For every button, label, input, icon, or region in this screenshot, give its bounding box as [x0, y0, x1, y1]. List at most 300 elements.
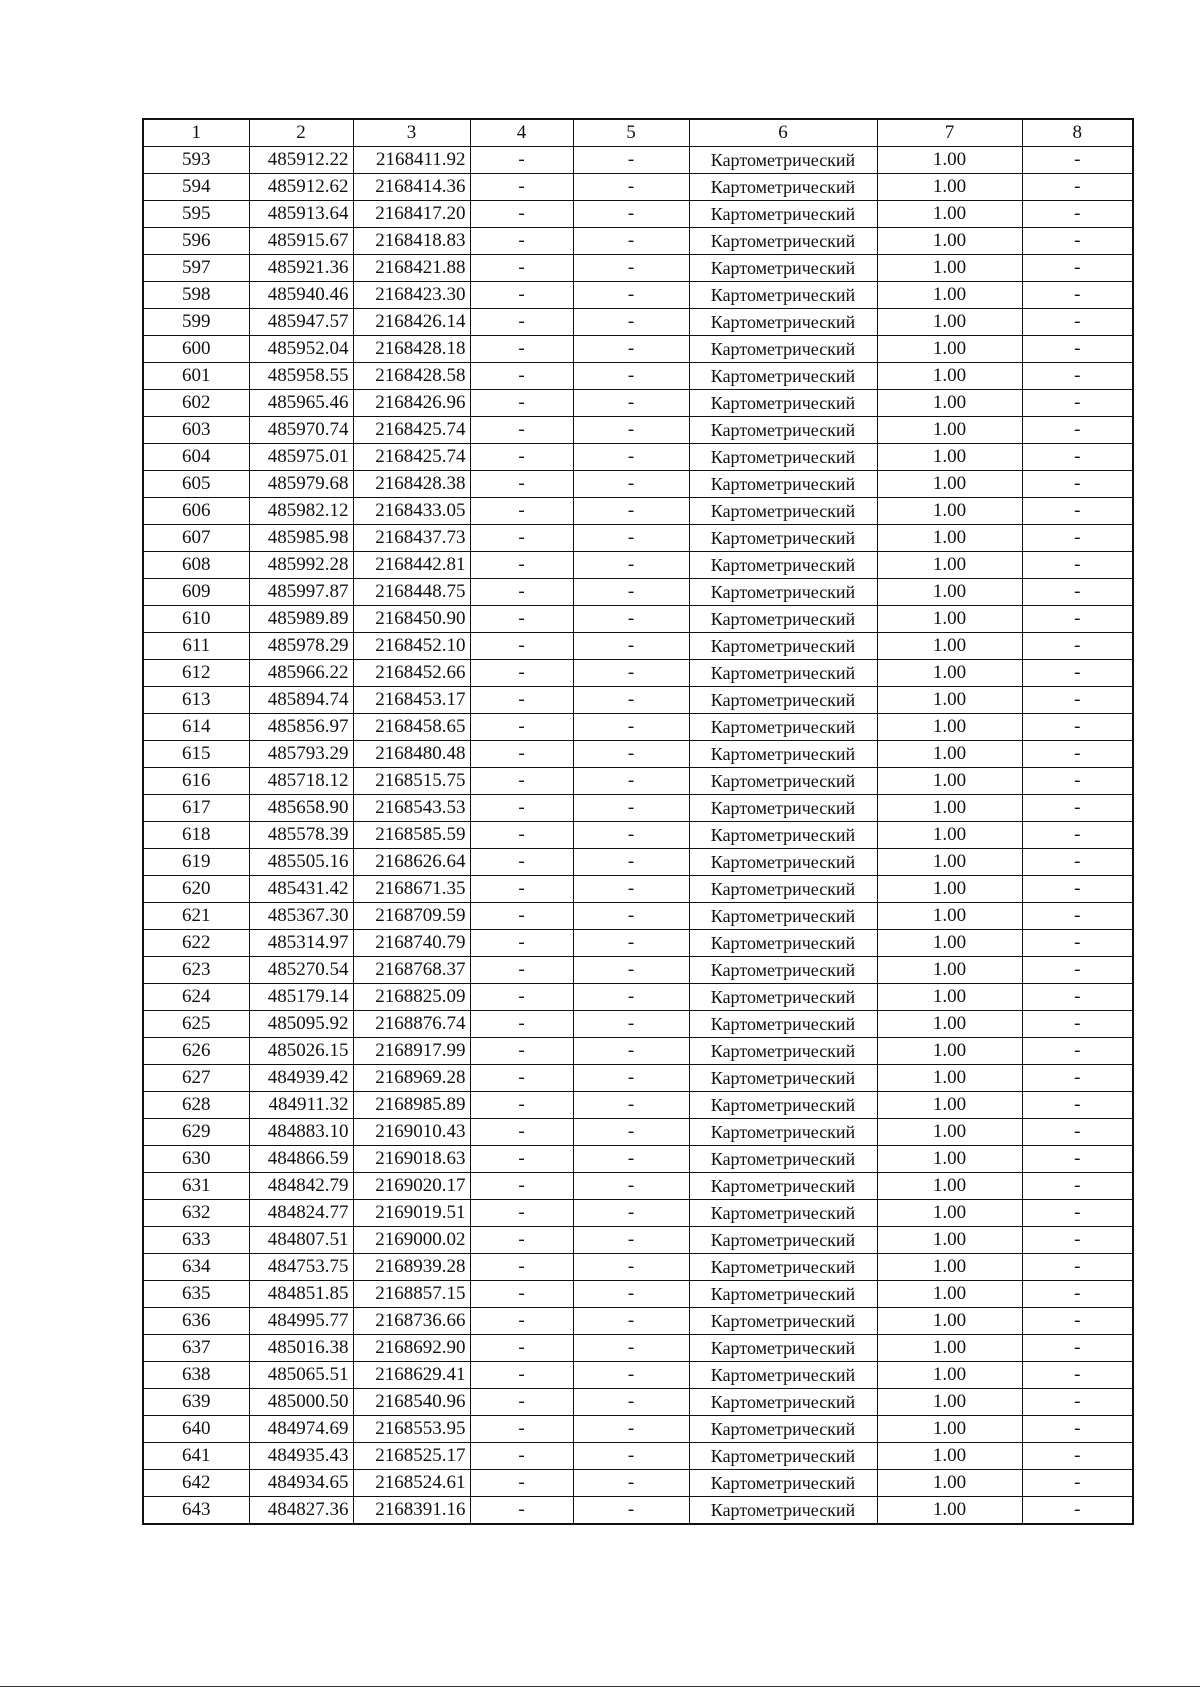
- cell-method: Картометрический: [689, 444, 877, 471]
- cell-method: Картометрический: [689, 849, 877, 876]
- cell-col-5-value: -: [573, 390, 689, 417]
- cell-col-5-value: -: [573, 1281, 689, 1308]
- cell-col-8-value: -: [1022, 174, 1133, 201]
- cell-point-number: 604: [143, 444, 249, 471]
- cell-accuracy: 1.00: [877, 606, 1022, 633]
- cell-y-coordinate: 2168939.28: [353, 1254, 470, 1281]
- table-row: [143, 714, 1133, 741]
- cell-point-number: 632: [143, 1200, 249, 1227]
- cell-method: Картометрический: [689, 1308, 877, 1335]
- cell-col-4-value: -: [470, 660, 573, 687]
- cell-col-4-value: -: [470, 876, 573, 903]
- cell-col-8-value: -: [1022, 552, 1133, 579]
- cell-y-coordinate: 2168825.09: [353, 984, 470, 1011]
- table-row: [143, 1011, 1133, 1038]
- cell-col-5-value: -: [573, 903, 689, 930]
- table-row: [143, 1227, 1133, 1254]
- table-row: [143, 1362, 1133, 1389]
- cell-x-coordinate: 485658.90: [249, 795, 353, 822]
- cell-x-coordinate: 485966.22: [249, 660, 353, 687]
- cell-x-coordinate: 484851.85: [249, 1281, 353, 1308]
- cell-y-coordinate: 2168629.41: [353, 1362, 470, 1389]
- cell-col-8-value: -: [1022, 336, 1133, 363]
- cell-x-coordinate: 484995.77: [249, 1308, 353, 1335]
- cell-col-8-value: -: [1022, 147, 1133, 174]
- cell-col-5-value: -: [573, 768, 689, 795]
- cell-y-coordinate: 2168540.96: [353, 1389, 470, 1416]
- cell-accuracy: 1.00: [877, 741, 1022, 768]
- cell-method: Картометрический: [689, 147, 877, 174]
- cell-accuracy: 1.00: [877, 1011, 1022, 1038]
- cell-col-4-value: -: [470, 1200, 573, 1227]
- cell-method: Картометрический: [689, 1281, 877, 1308]
- cell-method: Картометрический: [689, 363, 877, 390]
- cell-point-number: 637: [143, 1335, 249, 1362]
- cell-point-number: 638: [143, 1362, 249, 1389]
- cell-col-8-value: -: [1022, 1335, 1133, 1362]
- cell-point-number: 597: [143, 255, 249, 282]
- cell-col-8-value: -: [1022, 1389, 1133, 1416]
- cell-y-coordinate: 2168626.64: [353, 849, 470, 876]
- cell-accuracy: 1.00: [877, 552, 1022, 579]
- cell-col-8-value: -: [1022, 1308, 1133, 1335]
- cell-point-number: 633: [143, 1227, 249, 1254]
- cell-y-coordinate: 2168428.18: [353, 336, 470, 363]
- cell-y-coordinate: 2168876.74: [353, 1011, 470, 1038]
- cell-y-coordinate: 2168553.95: [353, 1416, 470, 1443]
- cell-method: Картометрический: [689, 1416, 877, 1443]
- cell-col-4-value: -: [470, 282, 573, 309]
- cell-method: Картометрический: [689, 795, 877, 822]
- cell-y-coordinate: 2168671.35: [353, 876, 470, 903]
- cell-accuracy: 1.00: [877, 1146, 1022, 1173]
- cell-method: Картометрический: [689, 1065, 877, 1092]
- cell-col-5-value: -: [573, 795, 689, 822]
- cell-y-coordinate: 2168425.74: [353, 444, 470, 471]
- cell-point-number: 598: [143, 282, 249, 309]
- cell-col-4-value: -: [470, 552, 573, 579]
- table-row: [143, 1470, 1133, 1497]
- cell-col-5-value: -: [573, 1119, 689, 1146]
- cell-x-coordinate: 485985.98: [249, 525, 353, 552]
- cell-x-coordinate: 484935.43: [249, 1443, 353, 1470]
- cell-method: Картометрический: [689, 822, 877, 849]
- table-row: [143, 1254, 1133, 1281]
- cell-col-4-value: -: [470, 687, 573, 714]
- cell-method: Картометрический: [689, 1470, 877, 1497]
- table-row: [143, 525, 1133, 552]
- cell-accuracy: 1.00: [877, 417, 1022, 444]
- cell-col-4-value: -: [470, 309, 573, 336]
- table-body: [143, 147, 1133, 1525]
- cell-y-coordinate: 2168421.88: [353, 255, 470, 282]
- cell-col-5-value: -: [573, 1227, 689, 1254]
- cell-point-number: 625: [143, 1011, 249, 1038]
- cell-col-5-value: -: [573, 1254, 689, 1281]
- cell-col-8-value: -: [1022, 984, 1133, 1011]
- table-row: [143, 1443, 1133, 1470]
- cell-col-5-value: -: [573, 741, 689, 768]
- column-header-5: 5: [573, 119, 689, 147]
- cell-col-4-value: -: [470, 1443, 573, 1470]
- cell-y-coordinate: 2168433.05: [353, 498, 470, 525]
- table-row: [143, 1119, 1133, 1146]
- cell-point-number: 628: [143, 1092, 249, 1119]
- cell-accuracy: 1.00: [877, 579, 1022, 606]
- cell-accuracy: 1.00: [877, 525, 1022, 552]
- cell-y-coordinate: 2169019.51: [353, 1200, 470, 1227]
- cell-col-5-value: -: [573, 147, 689, 174]
- cell-x-coordinate: 485856.97: [249, 714, 353, 741]
- cell-accuracy: 1.00: [877, 984, 1022, 1011]
- cell-col-5-value: -: [573, 1416, 689, 1443]
- cell-y-coordinate: 2168543.53: [353, 795, 470, 822]
- cell-y-coordinate: 2168418.83: [353, 228, 470, 255]
- cell-method: Картометрический: [689, 390, 877, 417]
- cell-accuracy: 1.00: [877, 1497, 1022, 1525]
- table-row: [143, 687, 1133, 714]
- cell-method: Картометрический: [689, 984, 877, 1011]
- table-row: [143, 930, 1133, 957]
- cell-x-coordinate: 484934.65: [249, 1470, 353, 1497]
- cell-col-8-value: -: [1022, 957, 1133, 984]
- cell-method: Картометрический: [689, 1254, 877, 1281]
- cell-point-number: 601: [143, 363, 249, 390]
- cell-col-8-value: -: [1022, 525, 1133, 552]
- cell-col-5-value: -: [573, 255, 689, 282]
- cell-col-8-value: -: [1022, 1119, 1133, 1146]
- cell-point-number: 611: [143, 633, 249, 660]
- cell-x-coordinate: 485793.29: [249, 741, 353, 768]
- cell-y-coordinate: 2168442.81: [353, 552, 470, 579]
- cell-col-5-value: -: [573, 228, 689, 255]
- cell-point-number: 594: [143, 174, 249, 201]
- cell-method: Картометрический: [689, 417, 877, 444]
- cell-point-number: 593: [143, 147, 249, 174]
- cell-accuracy: 1.00: [877, 1308, 1022, 1335]
- cell-col-8-value: -: [1022, 687, 1133, 714]
- table-row: [143, 1335, 1133, 1362]
- cell-col-4-value: -: [470, 444, 573, 471]
- cell-accuracy: 1.00: [877, 795, 1022, 822]
- cell-col-5-value: -: [573, 417, 689, 444]
- cell-col-5-value: -: [573, 309, 689, 336]
- cell-col-8-value: -: [1022, 1443, 1133, 1470]
- cell-col-5-value: -: [573, 471, 689, 498]
- cell-col-8-value: -: [1022, 579, 1133, 606]
- cell-y-coordinate: 2168709.59: [353, 903, 470, 930]
- cell-accuracy: 1.00: [877, 660, 1022, 687]
- cell-x-coordinate: 485979.68: [249, 471, 353, 498]
- cell-x-coordinate: 485912.22: [249, 147, 353, 174]
- cell-col-4-value: -: [470, 1416, 573, 1443]
- cell-x-coordinate: 485921.36: [249, 255, 353, 282]
- cell-x-coordinate: 485314.97: [249, 930, 353, 957]
- cell-col-4-value: -: [470, 741, 573, 768]
- cell-point-number: 629: [143, 1119, 249, 1146]
- cell-accuracy: 1.00: [877, 1173, 1022, 1200]
- cell-col-4-value: -: [470, 714, 573, 741]
- cell-point-number: 630: [143, 1146, 249, 1173]
- cell-col-4-value: -: [470, 336, 573, 363]
- cell-col-5-value: -: [573, 1308, 689, 1335]
- cell-x-coordinate: 485016.38: [249, 1335, 353, 1362]
- table-row: [143, 498, 1133, 525]
- cell-accuracy: 1.00: [877, 1362, 1022, 1389]
- cell-col-5-value: -: [573, 1146, 689, 1173]
- cell-point-number: 616: [143, 768, 249, 795]
- table-row: [143, 957, 1133, 984]
- cell-method: Картометрический: [689, 336, 877, 363]
- cell-x-coordinate: 485894.74: [249, 687, 353, 714]
- table-row: [143, 606, 1133, 633]
- cell-point-number: 599: [143, 309, 249, 336]
- cell-col-4-value: -: [470, 849, 573, 876]
- cell-col-5-value: -: [573, 1173, 689, 1200]
- table-row: [143, 849, 1133, 876]
- cell-point-number: 618: [143, 822, 249, 849]
- cell-col-4-value: -: [470, 768, 573, 795]
- cell-x-coordinate: 484824.77: [249, 1200, 353, 1227]
- cell-method: Картометрический: [689, 957, 877, 984]
- cell-col-4-value: -: [470, 1146, 573, 1173]
- cell-accuracy: 1.00: [877, 1443, 1022, 1470]
- cell-y-coordinate: 2168452.66: [353, 660, 470, 687]
- cell-method: Картометрический: [689, 1227, 877, 1254]
- cell-point-number: 606: [143, 498, 249, 525]
- cell-col-4-value: -: [470, 1038, 573, 1065]
- page-bottom-rule: [0, 1686, 1200, 1687]
- cell-x-coordinate: 484974.69: [249, 1416, 353, 1443]
- cell-col-5-value: -: [573, 498, 689, 525]
- cell-point-number: 636: [143, 1308, 249, 1335]
- cell-method: Картометрический: [689, 1092, 877, 1119]
- cell-col-5-value: -: [573, 660, 689, 687]
- cell-method: Картометрический: [689, 1443, 877, 1470]
- cell-x-coordinate: 484883.10: [249, 1119, 353, 1146]
- cell-method: Картометрический: [689, 1011, 877, 1038]
- cell-point-number: 619: [143, 849, 249, 876]
- cell-method: Картометрический: [689, 687, 877, 714]
- cell-col-8-value: -: [1022, 876, 1133, 903]
- cell-col-8-value: -: [1022, 1173, 1133, 1200]
- cell-accuracy: 1.00: [877, 687, 1022, 714]
- table-row: [143, 1497, 1133, 1525]
- cell-x-coordinate: 485026.15: [249, 1038, 353, 1065]
- cell-col-5-value: -: [573, 849, 689, 876]
- cell-point-number: 634: [143, 1254, 249, 1281]
- cell-accuracy: 1.00: [877, 1038, 1022, 1065]
- cell-y-coordinate: 2169010.43: [353, 1119, 470, 1146]
- table-row: [143, 147, 1133, 174]
- cell-point-number: 614: [143, 714, 249, 741]
- cell-x-coordinate: 485958.55: [249, 363, 353, 390]
- cell-col-4-value: -: [470, 417, 573, 444]
- table-row: [143, 1416, 1133, 1443]
- table-row: [143, 1389, 1133, 1416]
- cell-x-coordinate: 484827.36: [249, 1497, 353, 1525]
- cell-accuracy: 1.00: [877, 876, 1022, 903]
- cell-col-5-value: -: [573, 444, 689, 471]
- cell-point-number: 626: [143, 1038, 249, 1065]
- cell-col-4-value: -: [470, 579, 573, 606]
- cell-col-5-value: -: [573, 1443, 689, 1470]
- cell-point-number: 627: [143, 1065, 249, 1092]
- cell-point-number: 617: [143, 795, 249, 822]
- table-row: [143, 444, 1133, 471]
- cell-col-5-value: -: [573, 957, 689, 984]
- cell-col-5-value: -: [573, 822, 689, 849]
- cell-method: Картометрический: [689, 1119, 877, 1146]
- table-row: [143, 390, 1133, 417]
- cell-col-4-value: -: [470, 1335, 573, 1362]
- cell-point-number: 605: [143, 471, 249, 498]
- column-header-8: 8: [1022, 119, 1133, 147]
- cell-method: Картометрический: [689, 1200, 877, 1227]
- cell-col-8-value: -: [1022, 1200, 1133, 1227]
- cell-accuracy: 1.00: [877, 957, 1022, 984]
- table-row: [143, 822, 1133, 849]
- table-row: [143, 1308, 1133, 1335]
- cell-accuracy: 1.00: [877, 390, 1022, 417]
- cell-accuracy: 1.00: [877, 363, 1022, 390]
- cell-col-8-value: -: [1022, 768, 1133, 795]
- table-row: [143, 336, 1133, 363]
- cell-point-number: 607: [143, 525, 249, 552]
- cell-y-coordinate: 2168426.96: [353, 390, 470, 417]
- cell-col-5-value: -: [573, 1065, 689, 1092]
- cell-accuracy: 1.00: [877, 201, 1022, 228]
- cell-col-8-value: -: [1022, 714, 1133, 741]
- cell-method: Картометрический: [689, 1335, 877, 1362]
- cell-method: Картометрический: [689, 1038, 877, 1065]
- cell-col-4-value: -: [470, 1389, 573, 1416]
- cell-y-coordinate: 2168585.59: [353, 822, 470, 849]
- cell-col-5-value: -: [573, 174, 689, 201]
- cell-y-coordinate: 2168985.89: [353, 1092, 470, 1119]
- column-header-1: 1: [143, 119, 249, 147]
- cell-col-4-value: -: [470, 525, 573, 552]
- cell-col-8-value: -: [1022, 1254, 1133, 1281]
- cell-point-number: 609: [143, 579, 249, 606]
- cell-col-4-value: -: [470, 984, 573, 1011]
- cell-col-8-value: -: [1022, 660, 1133, 687]
- cell-col-8-value: -: [1022, 282, 1133, 309]
- cell-col-4-value: -: [470, 390, 573, 417]
- cell-y-coordinate: 2168414.36: [353, 174, 470, 201]
- cell-col-5-value: -: [573, 687, 689, 714]
- cell-col-5-value: -: [573, 984, 689, 1011]
- cell-col-5-value: -: [573, 1038, 689, 1065]
- cell-point-number: 640: [143, 1416, 249, 1443]
- cell-point-number: 622: [143, 930, 249, 957]
- cell-col-5-value: -: [573, 1470, 689, 1497]
- cell-col-8-value: -: [1022, 1497, 1133, 1525]
- cell-col-8-value: -: [1022, 849, 1133, 876]
- cell-col-4-value: -: [470, 1497, 573, 1525]
- cell-col-5-value: -: [573, 201, 689, 228]
- cell-y-coordinate: 2168411.92: [353, 147, 470, 174]
- cell-accuracy: 1.00: [877, 471, 1022, 498]
- cell-point-number: 643: [143, 1497, 249, 1525]
- cell-x-coordinate: 485965.46: [249, 390, 353, 417]
- cell-col-5-value: -: [573, 363, 689, 390]
- cell-accuracy: 1.00: [877, 903, 1022, 930]
- cell-y-coordinate: 2168453.17: [353, 687, 470, 714]
- cell-x-coordinate: 485992.28: [249, 552, 353, 579]
- cell-col-5-value: -: [573, 1389, 689, 1416]
- cell-y-coordinate: 2168740.79: [353, 930, 470, 957]
- cell-accuracy: 1.00: [877, 1281, 1022, 1308]
- cell-x-coordinate: 485952.04: [249, 336, 353, 363]
- cell-accuracy: 1.00: [877, 444, 1022, 471]
- cell-x-coordinate: 485718.12: [249, 768, 353, 795]
- cell-y-coordinate: 2168425.74: [353, 417, 470, 444]
- table-row: [143, 903, 1133, 930]
- table-row: [143, 1281, 1133, 1308]
- cell-accuracy: 1.00: [877, 822, 1022, 849]
- cell-method: Картометрический: [689, 633, 877, 660]
- cell-y-coordinate: 2168917.99: [353, 1038, 470, 1065]
- cell-point-number: 623: [143, 957, 249, 984]
- cell-col-8-value: -: [1022, 444, 1133, 471]
- cell-point-number: 603: [143, 417, 249, 444]
- cell-col-8-value: -: [1022, 633, 1133, 660]
- cell-x-coordinate: 485940.46: [249, 282, 353, 309]
- cell-point-number: 624: [143, 984, 249, 1011]
- cell-method: Картометрический: [689, 606, 877, 633]
- cell-accuracy: 1.00: [877, 768, 1022, 795]
- cell-col-8-value: -: [1022, 390, 1133, 417]
- cell-accuracy: 1.00: [877, 255, 1022, 282]
- cell-y-coordinate: 2168736.66: [353, 1308, 470, 1335]
- cell-method: Картометрический: [689, 876, 877, 903]
- cell-col-5-value: -: [573, 336, 689, 363]
- cell-method: Картометрический: [689, 1146, 877, 1173]
- cell-col-5-value: -: [573, 714, 689, 741]
- cell-point-number: 613: [143, 687, 249, 714]
- cell-accuracy: 1.00: [877, 498, 1022, 525]
- cell-y-coordinate: 2168450.90: [353, 606, 470, 633]
- table-row: [143, 633, 1133, 660]
- cell-col-8-value: -: [1022, 1281, 1133, 1308]
- table-row: [143, 471, 1133, 498]
- cell-col-4-value: -: [470, 1254, 573, 1281]
- table-row: [143, 282, 1133, 309]
- cell-col-8-value: -: [1022, 417, 1133, 444]
- cell-y-coordinate: 2168480.48: [353, 741, 470, 768]
- cell-x-coordinate: 485975.01: [249, 444, 353, 471]
- cell-x-coordinate: 485000.50: [249, 1389, 353, 1416]
- cell-col-8-value: -: [1022, 309, 1133, 336]
- cell-col-8-value: -: [1022, 741, 1133, 768]
- cell-col-8-value: -: [1022, 363, 1133, 390]
- cell-col-8-value: -: [1022, 498, 1133, 525]
- column-header-3: 3: [353, 119, 470, 147]
- cell-y-coordinate: 2168391.16: [353, 1497, 470, 1525]
- cell-y-coordinate: 2168524.61: [353, 1470, 470, 1497]
- cell-col-8-value: -: [1022, 255, 1133, 282]
- cell-col-8-value: -: [1022, 1011, 1133, 1038]
- cell-col-4-value: -: [470, 1065, 573, 1092]
- cell-col-4-value: -: [470, 228, 573, 255]
- cell-point-number: 608: [143, 552, 249, 579]
- cell-y-coordinate: 2168426.14: [353, 309, 470, 336]
- cell-y-coordinate: 2168448.75: [353, 579, 470, 606]
- column-header-7: 7: [877, 119, 1022, 147]
- cell-x-coordinate: 485367.30: [249, 903, 353, 930]
- cell-method: Картометрический: [689, 768, 877, 795]
